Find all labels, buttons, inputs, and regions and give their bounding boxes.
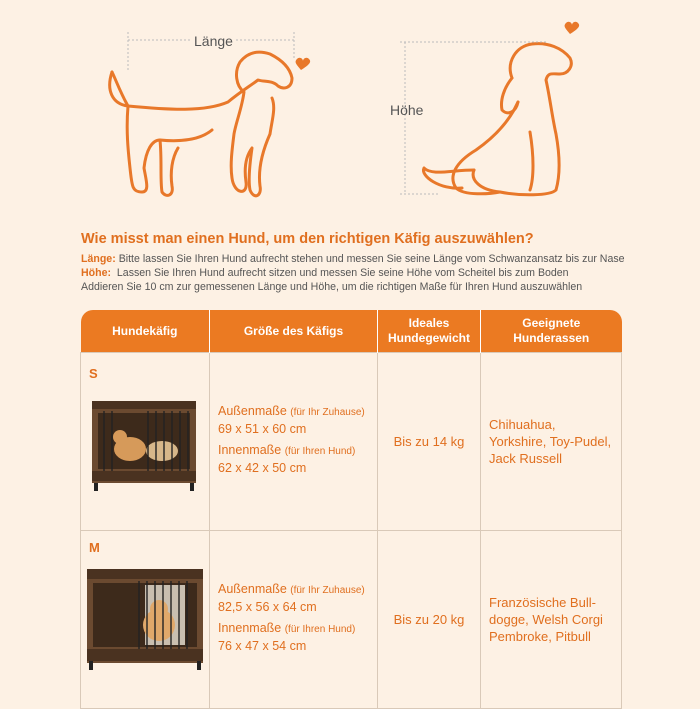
inner-dimensions-label: Innenmaße [218,620,282,635]
table-header-row [81,310,622,353]
header-size: Größe des Käfigs [210,310,378,353]
size-cell [210,531,378,709]
measurement-instructions [81,252,641,294]
header-crate: Hundekäfig [81,310,210,353]
page-title: Wie misst man einen Hund, um den richtigen Käfig auszuwählen? [81,231,534,247]
weight-cell: Bis zu 20 kg [378,531,481,709]
outer-dimensions-value: 82,5 x 56 x 64 cm [218,599,317,614]
table-row [81,353,622,531]
size-label: M [89,540,100,555]
outer-dimensions-value: 69 x 51 x 60 cm [218,421,307,436]
header-weight: Ideales Hundegewicht [378,310,481,353]
weight-cell: Bis zu 14 kg [378,353,481,531]
outer-dimensions-note: (für Ihr Zuhause) [290,406,365,418]
size-label: S [89,366,98,381]
outer-dimensions-note: (für Ihr Zuhause) [290,584,365,596]
sizing-note: Addieren Sie 10 cm zur gemessenen Länge und Höhe, um die richtigen Maße für Ihren Hund auszuwählen [81,281,583,293]
crate-m-image [85,561,207,671]
table-row [81,531,622,709]
length-instruction: Bitte lassen Sie Ihren Hund aufrecht stehen und messen Sie seine Länge vom Schwanzansatz bis zur Nase [118,253,625,265]
heart-icon [296,58,311,70]
inner-dimensions-label: Innenmaße [218,442,282,457]
inner-dimensions-note: (für Ihren Hund) [284,445,356,457]
outer-dimensions-label: Außenmaße [218,581,287,596]
standing-dog-icon [110,52,292,196]
crate-size-table [80,310,622,709]
inner-dimensions-value: 76 x 47 x 54 cm [218,638,307,653]
inner-dimensions-note: (für Ihren Hund) [284,623,356,635]
breeds-cell: Chihuahua, Yorkshire, Toy-Pudel, Jack Russell [481,353,622,531]
height-instruction: Lassen Sie Ihren Hund aufrecht sitzen und messen Sie seine Höhe vom Scheitel bis zum Boden [116,267,569,279]
sitting-dog-icon [423,44,571,195]
crate-image-cell [81,531,210,709]
height-key: Höhe: [81,267,112,279]
length-key: Länge: [81,253,116,265]
crate-image-cell [81,353,210,531]
length-label: Länge [191,33,236,49]
dog-measurement-illustration [0,0,700,215]
breeds-cell: Französische Bull-dogge, Welsh Corgi Pembroke, Pitbull [481,531,622,709]
crate-s-image [90,393,200,493]
inner-dimensions-value: 62 x 42 x 50 cm [218,460,307,475]
heart-icon [565,22,580,34]
height-label: Höhe [390,102,424,118]
outer-dimensions-label: Außenmaße [218,403,287,418]
size-cell [210,353,378,531]
header-breeds: Geeignete Hunderassen [481,310,622,353]
